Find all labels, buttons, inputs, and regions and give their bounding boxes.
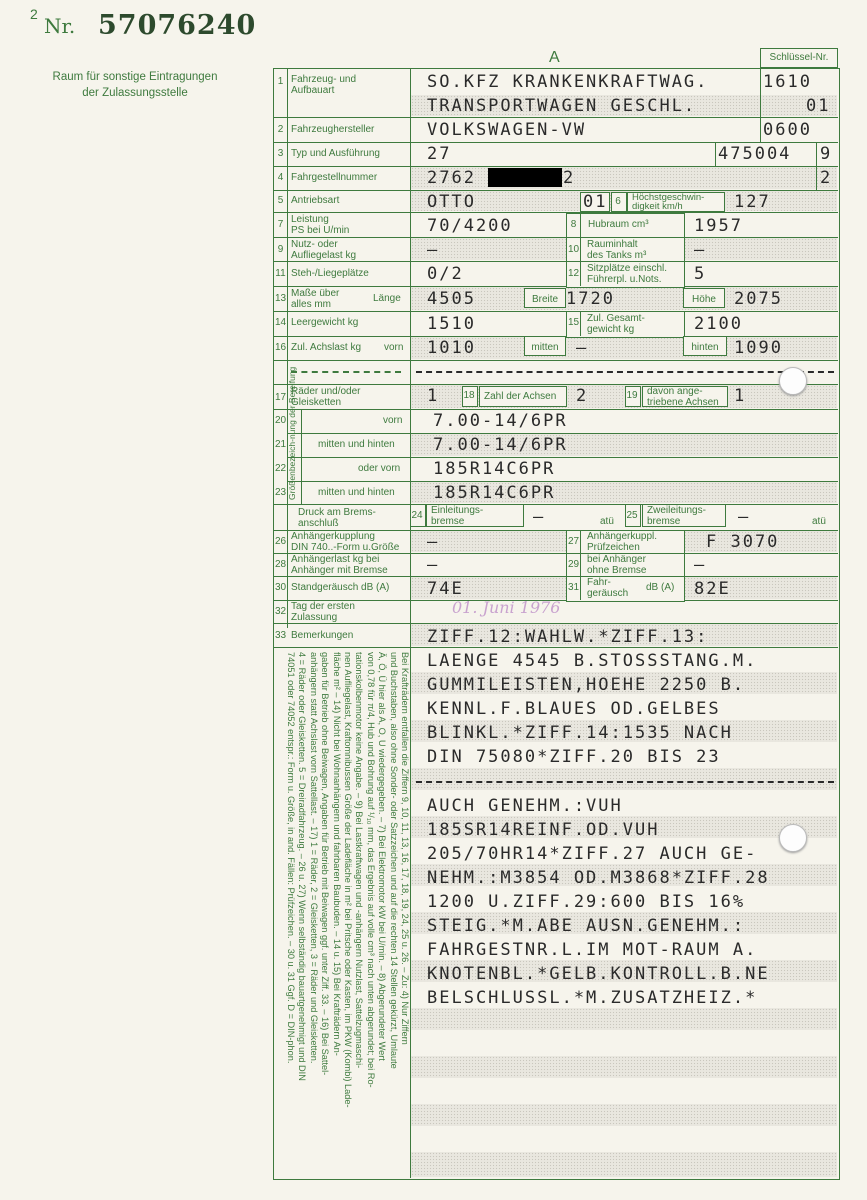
remark-line: BLINKL.*ZIFF.14:1535 NACH xyxy=(427,723,733,743)
row-10-label: Rauminhalt des Tanks m³ xyxy=(587,239,647,261)
serial-number: 57076240 xyxy=(98,10,257,41)
punch-hole xyxy=(779,824,807,852)
coupling-value: – xyxy=(427,532,440,552)
axle-front-label: vorn xyxy=(384,342,404,353)
remark-line: 205/70HR14*ZIFF.27 AUCH GE- xyxy=(427,844,758,864)
redaction-bar xyxy=(488,168,562,187)
remark-line: STEIG.*M.ABE AUSN.GENEHM.: xyxy=(427,916,746,936)
row-13-number: 13 xyxy=(274,293,287,304)
row-6-number: 6 xyxy=(615,196,621,207)
remark-line: LAENGE 4545 B.STOSSSTANG.M. xyxy=(427,651,758,671)
key-label: Schlüssel-Nr. xyxy=(769,52,829,63)
row-31-unit: dB (A) xyxy=(646,582,675,593)
axle-middle-label: mitten xyxy=(531,342,559,353)
row-2-label: Fahrzeughersteller xyxy=(291,124,375,135)
row-6-label: Höchstgeschwin- digkeit km/h xyxy=(632,192,705,212)
row-33-label: Bemerkungen xyxy=(291,630,354,641)
dashed-separator xyxy=(291,371,401,373)
wheels-value: 1 xyxy=(427,386,440,406)
row-26-number: 26 xyxy=(274,536,287,547)
row-5-label: Antriebsart xyxy=(291,195,340,206)
tire-rear-value: 7.00-14/6PR xyxy=(433,435,568,455)
vehicle-type-key: 1610 xyxy=(763,72,812,92)
axle-middle-value: – xyxy=(576,338,589,358)
row-33-number: 33 xyxy=(274,630,287,641)
row-5-number: 5 xyxy=(277,195,284,206)
row-18-number: 18 xyxy=(463,390,475,401)
row-11-label: Steh-/Liegeplätze xyxy=(291,268,369,279)
remark-line: 185SR14REINF.OD.VUH xyxy=(427,820,660,840)
driven-axles-value: 1 xyxy=(734,386,747,406)
side-note xyxy=(40,69,230,101)
row-31-label: Fahr- geräusch xyxy=(587,577,629,599)
row-20-label: vorn xyxy=(383,415,403,426)
row-8-number: 8 xyxy=(570,219,577,230)
empty-weight-value: 1510 xyxy=(427,314,476,334)
chassis-check-digit: 2 xyxy=(820,168,833,188)
dashed-separator xyxy=(416,371,834,373)
num-column-line xyxy=(287,68,288,628)
row-4-number: 4 xyxy=(277,172,284,183)
remark-line: BELSCHLUSSL.*M.ZUSATZHEIZ.* xyxy=(427,988,758,1008)
coupling-test-mark-value: F 3070 xyxy=(706,532,780,552)
row-21-label: mitten und hinten xyxy=(318,439,395,450)
row-10-number: 10 xyxy=(567,244,580,255)
drive-type-value: OTTO xyxy=(427,192,476,212)
chassis-number-value: 2762 xyxy=(427,168,476,188)
remark-line: ZIFF.12:WAHLW.*ZIFF.13: xyxy=(427,627,709,647)
manufacturer-value: VOLKSWAGEN-VW xyxy=(427,120,587,140)
tire-front-value: 7.00-14/6PR xyxy=(433,411,568,431)
row-8-label: Hubraum cm³ xyxy=(588,219,649,230)
row-29-label: bei Anhänger ohne Bremse xyxy=(587,554,647,576)
row-9-label: Nutz- oder Aufliegelast kg xyxy=(291,239,357,261)
height-label-box xyxy=(683,288,725,308)
row-19-label: davon ange- triebene Achsen xyxy=(647,386,719,408)
row-18-label: Zahl der Achsen xyxy=(484,391,557,402)
row-15-number: 15 xyxy=(567,317,580,328)
brake-pressure-label: Druck am Brems- anschluß xyxy=(298,507,376,529)
remark-line: FAHRGESTNR.L.IM MOT-RAUM A. xyxy=(427,940,758,960)
remarks-dashed-separator xyxy=(416,781,834,783)
row-28-label: Anhängerlast kg bei Anhänger mit Bremse xyxy=(291,554,388,576)
row-16-label: Zul. Achslast kg xyxy=(291,342,362,353)
dual-line-brake-value: – xyxy=(738,507,751,527)
displacement-value: 1957 xyxy=(694,216,743,236)
unit-atu-2: atü xyxy=(812,516,826,527)
model-key: 475004 xyxy=(718,144,792,164)
side-note-line: der Zulassungsstelle xyxy=(82,87,188,99)
row-11-number: 11 xyxy=(275,268,286,279)
row-12-number: 12 xyxy=(567,268,580,279)
first-registration-stamp: 01. Juni 1976 xyxy=(452,598,561,617)
row-19-number: 19 xyxy=(626,390,638,401)
axle-rear-label: hinten xyxy=(691,342,719,353)
punch-hole xyxy=(779,367,807,395)
power-value: 70/4200 xyxy=(427,216,513,236)
row-12-label: Sitzplätze einschl. Führerpl. u.Nots. xyxy=(587,263,668,285)
row-27-number: 27 xyxy=(567,536,580,547)
remark-line: DIN 75080*ZIFF.20 BIS 23 xyxy=(427,747,721,767)
side-note-line: Raum für sonstige Eintragungen xyxy=(52,71,218,83)
length-value: 4505 xyxy=(427,289,476,309)
row-4-label: Fahrgestellnummer xyxy=(291,172,378,183)
length-label: Länge xyxy=(373,293,401,304)
row-20-number: 20 xyxy=(274,415,287,426)
row-9-number: 9 xyxy=(277,244,284,255)
footnotes: Bei Krafträdern entfallen die Ziffern 9, 10, 11, 13, 16, 17, 18, 19, 24, 25 u. 26. – Zu: 4) Nur Ziffern und Buchstaben, also ohne Sonder- oder Satzzeichen und auf die rechten 14 Stellen gekürzt, Umlaute Ä, Ö, Ü hier als A, O, U wiedergegeben. – 7) Bei Elektromotor kW bei U/min. – 8) Abgerundeter Wert von 0,78 für π/4, Hub und Bohrung auf ¹/₁₀ mm, das Ergebnis auf volle cm³ nach unten abgerundet; bei Ro- tationskolbenmotor keine Angabe. – 9) Bei Lastkraftwagen und -anhängern Nutzlast, Sattelzugmaschi- nen Aufliegelast, Kraftomnibussen Größe der Ladefläche in m² bei Pritsche oder Kasten, im PKW (Kombi) Lade- fläche m² – 14) Nicht bei Wohnanhängern und fahrbaren Baubuden. – 14 u. 15) Bei Krafträdern An- gaben für Betrieb ohne Beiwagen, Angaben für Betrieb mit Beiwagen ggf. unter Ziff. 33. – 16) Bei Sattel- anhängern statt Achslast vorn Sattellast. – 17) 1 = Räder, 2 = Gleisketten, 3 = Räder und Gleisketten. 4 = Räder oder Gleisketten. 5 = Dreiradfahrzeug. – 26 u. 27) Wenn selbständig bauartgenehmigt und DIN 74051 oder 74052 entspr.: Form u. Größe, in and. Fällen: Prüfzeichen. – 30 u. 31 Ggf. D = DIN-phon. xyxy=(285,652,410,1108)
model-value: 27 xyxy=(427,144,452,164)
tire-alt-rear-value: 185R14C6PR xyxy=(433,483,556,503)
row-3-label: Typ und Ausführung xyxy=(291,148,380,159)
remark-line: KENNL.F.BLAUES OD.GELBES xyxy=(427,699,721,719)
row-23-label: mitten und hinten xyxy=(318,487,395,498)
row-30-label: Standgeräusch dB (A) xyxy=(291,582,390,593)
row-21-number: 21 xyxy=(274,439,287,450)
row-31-number: 31 xyxy=(567,582,580,593)
height-value: 2075 xyxy=(734,289,783,309)
body-type-value: TRANSPORTWAGEN GESCHL. xyxy=(427,96,697,116)
gross-weight-value: 2100 xyxy=(694,314,743,334)
vehicle-type-value: SO.KFZ KRANKENKRAFTWAG. xyxy=(427,72,709,92)
row-22-label: oder vorn xyxy=(358,463,401,474)
remark-line: KNOTENBL.*GELB.KONTROLL.B.NE xyxy=(427,964,770,984)
copy-number: 2 xyxy=(30,6,38,22)
column-letter: A xyxy=(549,49,560,66)
row-25-number: 25 xyxy=(626,510,638,521)
width-label-box xyxy=(524,288,566,308)
row-29-number: 29 xyxy=(567,559,580,570)
trailer-braked-value: – xyxy=(427,555,440,575)
trailer-unbraked-value: – xyxy=(694,555,707,575)
row-24-number: 24 xyxy=(411,510,423,521)
berths-value: 0/2 xyxy=(427,264,464,284)
remark-line: AUCH GENEHM.:VUH xyxy=(427,796,623,816)
axle-rear-value: 1090 xyxy=(734,338,783,358)
row-27-label: Anhängerkuppl. Prüfzeichen xyxy=(587,531,658,553)
unit-atu: atü xyxy=(600,516,614,527)
payload-value: – xyxy=(427,240,440,260)
manufacturer-key: 0600 xyxy=(763,120,812,140)
axle-front-value: 1010 xyxy=(427,338,476,358)
row-2-number: 2 xyxy=(277,124,284,135)
width-label: Breite xyxy=(531,294,559,305)
row-28-number: 28 xyxy=(274,559,287,570)
row-30-number: 30 xyxy=(274,582,287,593)
row-15-label: Zul. Gesamt- gewicht kg xyxy=(587,313,645,335)
remark-line: 1200 U.ZIFF.29:600 BIS 16% xyxy=(427,892,746,912)
tank-value: – xyxy=(694,240,707,260)
tire-alt-front-value: 185R14C6PR xyxy=(433,459,556,479)
row-17-label: Räder und/oder Gleisketten xyxy=(291,386,361,408)
model-check-digit: 9 xyxy=(820,144,833,164)
tires-group-label: Größenbezeich-nung der Bereifung xyxy=(287,366,297,500)
remark-line: GUMMILEISTEN,HOEHE 2250 B. xyxy=(427,675,746,695)
row-3-number: 3 xyxy=(277,148,284,159)
max-speed-value: 127 xyxy=(734,192,771,212)
row-13-label: Maße über alles mm xyxy=(291,288,340,310)
row-7-number: 7 xyxy=(277,219,284,230)
axle-rear-label-box xyxy=(683,336,727,356)
driving-noise-value: 82E xyxy=(694,579,731,599)
row-16-number: 16 xyxy=(274,342,287,353)
standing-noise-value: 74E xyxy=(427,579,464,599)
axle-middle-label-box xyxy=(524,336,566,356)
row-32-label: Tag der ersten Zulassung xyxy=(291,601,355,623)
row-32-number: 32 xyxy=(274,606,287,617)
row-24-label: Einleitungs- bremse xyxy=(431,505,484,527)
width-value: 1720 xyxy=(566,289,615,309)
single-line-brake-value: – xyxy=(533,507,546,527)
row-14-number: 14 xyxy=(274,317,287,328)
row-22-number: 22 xyxy=(274,463,287,474)
row-23-number: 23 xyxy=(274,487,287,498)
nr-label: Nr. xyxy=(44,14,76,38)
body-type-key: 01 xyxy=(806,96,831,116)
row-1-label: Fahrzeug- und Aufbauart xyxy=(291,74,357,96)
row-17-number: 17 xyxy=(274,392,287,403)
drive-type-key: 01 xyxy=(583,192,608,212)
row-7-label: Leistung PS bei U/min xyxy=(291,214,350,236)
row-1-number: 1 xyxy=(277,76,284,87)
height-label: Höhe xyxy=(692,294,716,305)
axles-value: 2 xyxy=(576,386,589,406)
seats-value: 5 xyxy=(694,264,707,284)
row-25-label: Zweileitungs- bremse xyxy=(647,505,706,527)
row-14-label: Leergewicht kg xyxy=(291,317,359,328)
remark-line: NEHM.:M3854 OD.M3868*ZIFF.28 xyxy=(427,868,770,888)
key-number-header xyxy=(760,48,838,68)
chassis-number-suffix: 2 xyxy=(563,168,576,188)
row-26-label: Anhängerkupplung DIN 740..-Form u.Größe xyxy=(291,531,400,553)
